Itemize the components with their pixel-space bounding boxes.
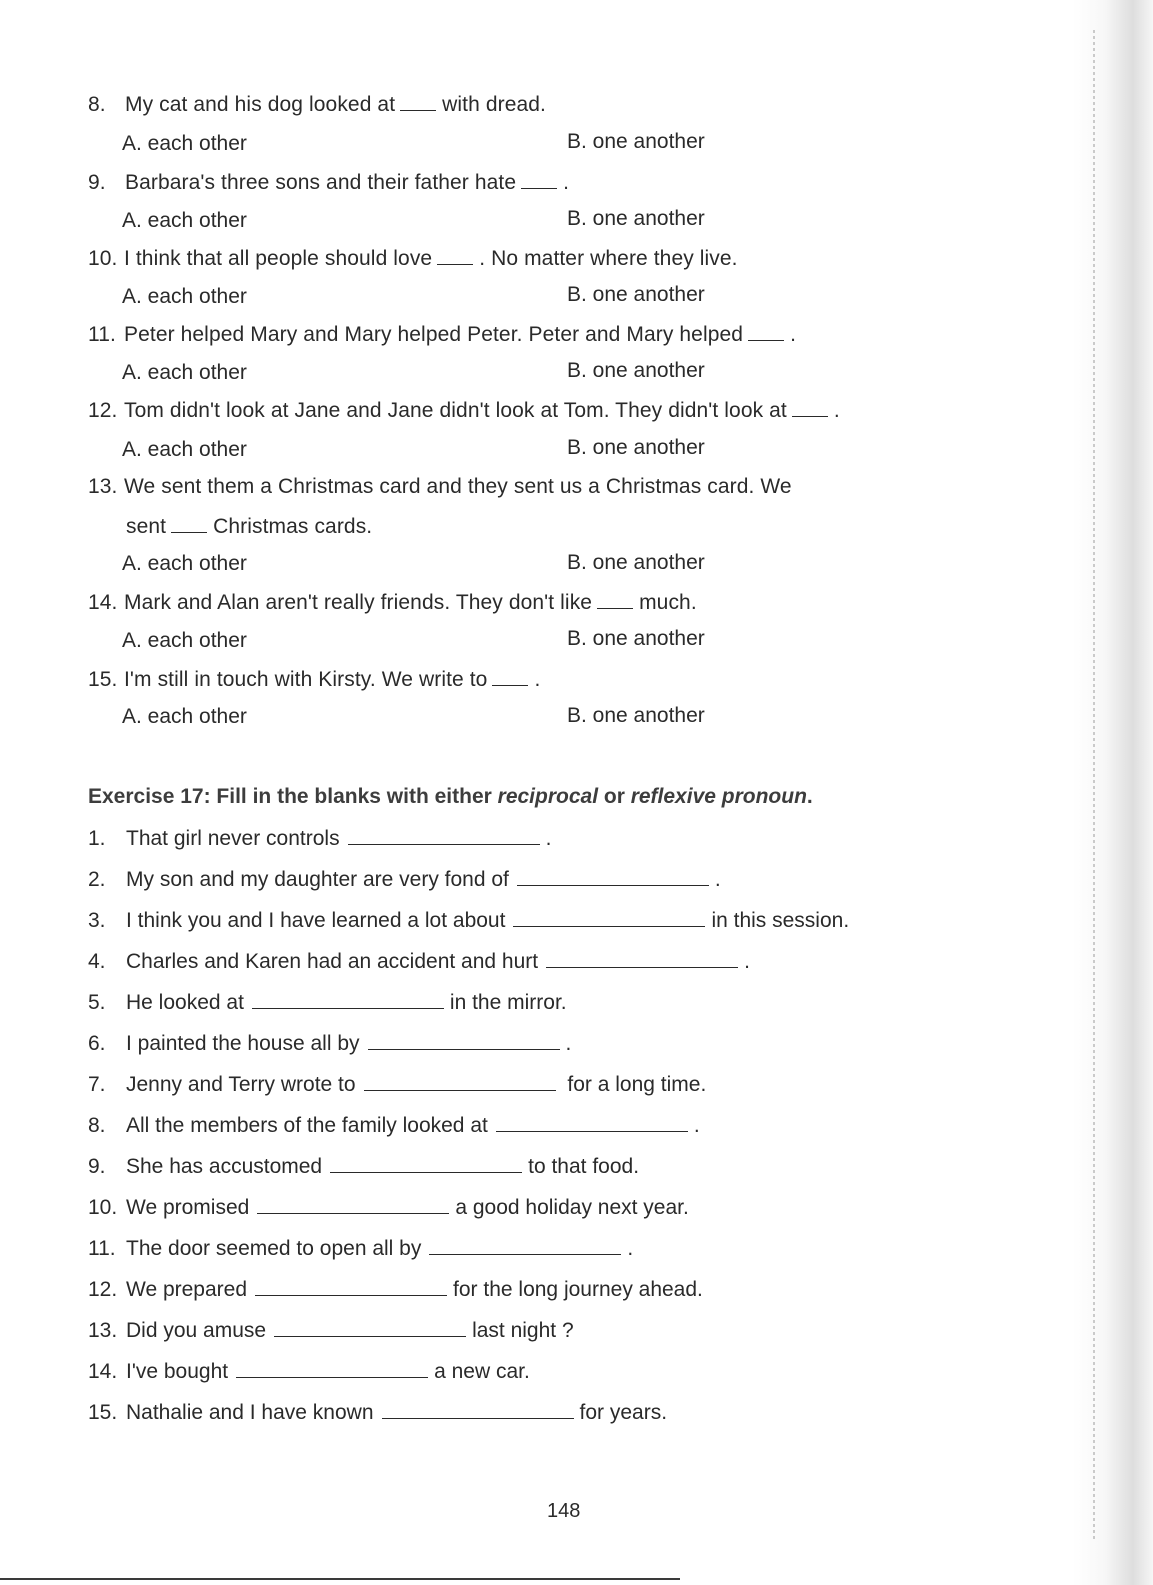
page-number: 148: [547, 1500, 581, 1522]
question-number: 15.: [88, 668, 118, 691]
item-number: 5.: [88, 991, 106, 1014]
answer-blank[interactable]: [274, 1318, 466, 1337]
question-text: My cat and his dog looked at: [125, 93, 396, 116]
item-text-end: a new car.: [434, 1360, 530, 1383]
item-text: All the members of the family looked at: [126, 1114, 488, 1137]
exercise-item-3: [88, 908, 849, 933]
question-number: 11.: [88, 323, 116, 346]
question-text-end: .: [833, 399, 840, 422]
exercise-item-12: [88, 1277, 703, 1302]
item-text: I painted the house all by: [126, 1032, 360, 1055]
answer-blank[interactable]: [546, 949, 738, 968]
answer-blank[interactable]: [517, 867, 709, 886]
exercise-item-8: [88, 1113, 700, 1138]
item-text: My son and my daughter are very fond of: [126, 868, 509, 891]
question-text: Barbara's three sons and their father hate: [125, 171, 517, 194]
question-text: We sent them a Christmas card and they sent us a Christmas card. We: [124, 475, 792, 498]
item-number: 10.: [88, 1196, 118, 1219]
answer-blank[interactable]: [496, 1113, 688, 1132]
question-10: [88, 246, 738, 271]
item-text: The door seemed to open all by: [126, 1237, 422, 1260]
question-number: 10.: [88, 247, 118, 270]
question-15: [88, 667, 540, 692]
item-text-end: a good holiday next year.: [455, 1196, 689, 1219]
item-number: 15.: [88, 1401, 118, 1424]
question-number: 13.: [88, 475, 118, 498]
item-number: 1.: [88, 827, 106, 850]
item-text-end: for a long time.: [561, 1073, 707, 1096]
bottom-rule: [0, 1578, 680, 1580]
question-text-end: . No matter where they live.: [479, 247, 738, 270]
item-number: 8.: [88, 1114, 106, 1137]
item-number: 4.: [88, 950, 106, 973]
item-text-end: .: [744, 950, 750, 973]
answer-blank[interactable]: [252, 990, 444, 1009]
question-text: Tom didn't look at Jane and Jane didn't look at Tom. They didn't look at: [124, 399, 787, 422]
item-text-end: in this session.: [711, 909, 850, 932]
item-text-end: last night ?: [472, 1319, 574, 1342]
question-number: 12.: [88, 399, 118, 422]
question-number: 9.: [88, 171, 106, 194]
item-number: 11.: [88, 1237, 116, 1260]
answer-blank[interactable]: [382, 1400, 574, 1419]
question-text-end: Christmas cards.: [213, 515, 373, 538]
option-b[interactable]: B. one another: [567, 283, 705, 306]
exercise-item-5: [88, 990, 567, 1015]
item-number: 6.: [88, 1032, 106, 1055]
exercise-item-10: [88, 1195, 689, 1220]
item-text: Nathalie and I have known: [126, 1401, 374, 1424]
question-number: 14.: [88, 591, 118, 614]
exercise-item-13: [88, 1318, 574, 1343]
question-text: Peter helped Mary and Mary helped Peter. Peter and Mary helped: [124, 323, 744, 346]
answer-blank[interactable]: [257, 1195, 449, 1214]
scan-shadow-edge: [1073, 0, 1153, 1585]
question-text-end: .: [534, 668, 541, 691]
option-b[interactable]: B. one another: [567, 130, 705, 153]
question-text: I'm still in touch with Kirsty. We write to: [124, 668, 488, 691]
question-number: 8.: [88, 93, 106, 116]
answer-blank[interactable]: [171, 514, 207, 533]
item-text-end: .: [565, 1032, 572, 1055]
item-number: 2.: [88, 868, 106, 891]
question-13-continued: [126, 514, 372, 539]
item-number: 13.: [88, 1319, 118, 1342]
answer-blank[interactable]: [597, 590, 633, 609]
option-a[interactable]: A. each other: [122, 705, 247, 728]
exercise-item-14: [88, 1359, 530, 1384]
answer-blank[interactable]: [330, 1154, 522, 1173]
item-text-end: .: [627, 1237, 634, 1260]
option-b[interactable]: B. one another: [567, 207, 705, 230]
answer-blank[interactable]: [513, 908, 705, 927]
option-a[interactable]: A. each other: [122, 629, 247, 652]
option-a[interactable]: A. each other: [122, 132, 247, 155]
question-14: [88, 590, 697, 615]
item-text: We promised: [126, 1196, 250, 1219]
question-11: [88, 322, 796, 347]
option-a[interactable]: A. each other: [122, 209, 247, 232]
heading-emphasis-reciprocal: reciprocal: [497, 785, 599, 808]
option-a[interactable]: A. each other: [122, 438, 247, 461]
answer-blank[interactable]: [521, 170, 557, 189]
option-b[interactable]: B. one another: [567, 704, 705, 727]
answer-blank[interactable]: [437, 246, 473, 265]
exercise-item-1: [88, 826, 551, 851]
item-text: Jenny and Terry wrote to: [126, 1073, 356, 1096]
answer-blank[interactable]: [364, 1072, 556, 1091]
question-text-end: much.: [639, 591, 697, 614]
item-text: Charles and Karen had an accident and hurt: [126, 950, 539, 973]
answer-blank[interactable]: [368, 1031, 560, 1050]
item-number: 9.: [88, 1155, 106, 1178]
item-text: I think you and I have learned a lot about: [126, 909, 506, 932]
question-text: Mark and Alan aren't really friends. They don't like: [124, 591, 593, 614]
option-a[interactable]: A. each other: [122, 552, 247, 575]
question-8: [88, 92, 546, 117]
question-9: [88, 170, 569, 195]
item-number: 14.: [88, 1360, 118, 1383]
item-number: 7.: [88, 1073, 106, 1096]
answer-blank[interactable]: [400, 92, 436, 111]
item-text-end: .: [714, 868, 721, 891]
question-text-end: with dread.: [442, 93, 546, 116]
answer-blank[interactable]: [748, 322, 784, 341]
heading-text-mid: or: [598, 785, 631, 808]
answer-blank[interactable]: [492, 667, 528, 686]
item-text: She has accustomed: [126, 1155, 323, 1178]
answer-blank[interactable]: [348, 826, 540, 845]
item-text-end: for the long journey ahead.: [453, 1278, 703, 1301]
item-number: 12.: [88, 1278, 118, 1301]
item-number: 3.: [88, 909, 106, 932]
item-text-end: for years.: [579, 1401, 668, 1424]
question-13: [88, 475, 792, 499]
option-b[interactable]: B. one another: [567, 436, 705, 459]
option-a[interactable]: A. each other: [122, 285, 247, 308]
item-text-end: to that food.: [528, 1155, 640, 1178]
exercise-item-11: [88, 1236, 633, 1261]
question-text: I think that all people should love: [124, 247, 433, 270]
heading-emphasis-reflexive: reflexive pronoun: [630, 785, 807, 808]
exercise-item-4: [88, 949, 750, 974]
item-text: He looked at: [126, 991, 244, 1014]
answer-blank[interactable]: [236, 1359, 428, 1378]
option-b[interactable]: B. one another: [567, 551, 705, 574]
item-text: That girl never controls: [126, 827, 340, 850]
option-b[interactable]: B. one another: [567, 627, 705, 650]
question-12: [88, 398, 840, 423]
answer-blank[interactable]: [429, 1236, 621, 1255]
scan-binding-line: [1093, 30, 1095, 1540]
exercise-item-9: [88, 1154, 639, 1179]
item-text-end: in the mirror.: [449, 991, 567, 1014]
item-text-end: .: [693, 1114, 700, 1137]
option-b[interactable]: B. one another: [567, 359, 705, 382]
item-text: Did you amuse: [126, 1319, 267, 1342]
exercise-item-6: [88, 1031, 571, 1056]
question-text-end: .: [790, 323, 796, 346]
question-text-end: .: [563, 171, 570, 194]
exercise-item-15: [88, 1400, 667, 1425]
item-text: We prepared: [126, 1278, 248, 1301]
exercise-17-heading: [88, 785, 813, 809]
answer-blank[interactable]: [255, 1277, 447, 1296]
option-a[interactable]: A. each other: [122, 361, 247, 384]
exercise-item-7: [88, 1072, 706, 1097]
item-text: I've bought: [126, 1360, 229, 1383]
answer-blank[interactable]: [792, 398, 828, 417]
heading-text-end: .: [806, 785, 813, 808]
heading-text: Exercise 17: Fill in the blanks with either: [88, 785, 498, 808]
exercise-item-2: [88, 867, 721, 892]
item-text-end: .: [545, 827, 552, 850]
question-text: sent: [126, 515, 167, 538]
